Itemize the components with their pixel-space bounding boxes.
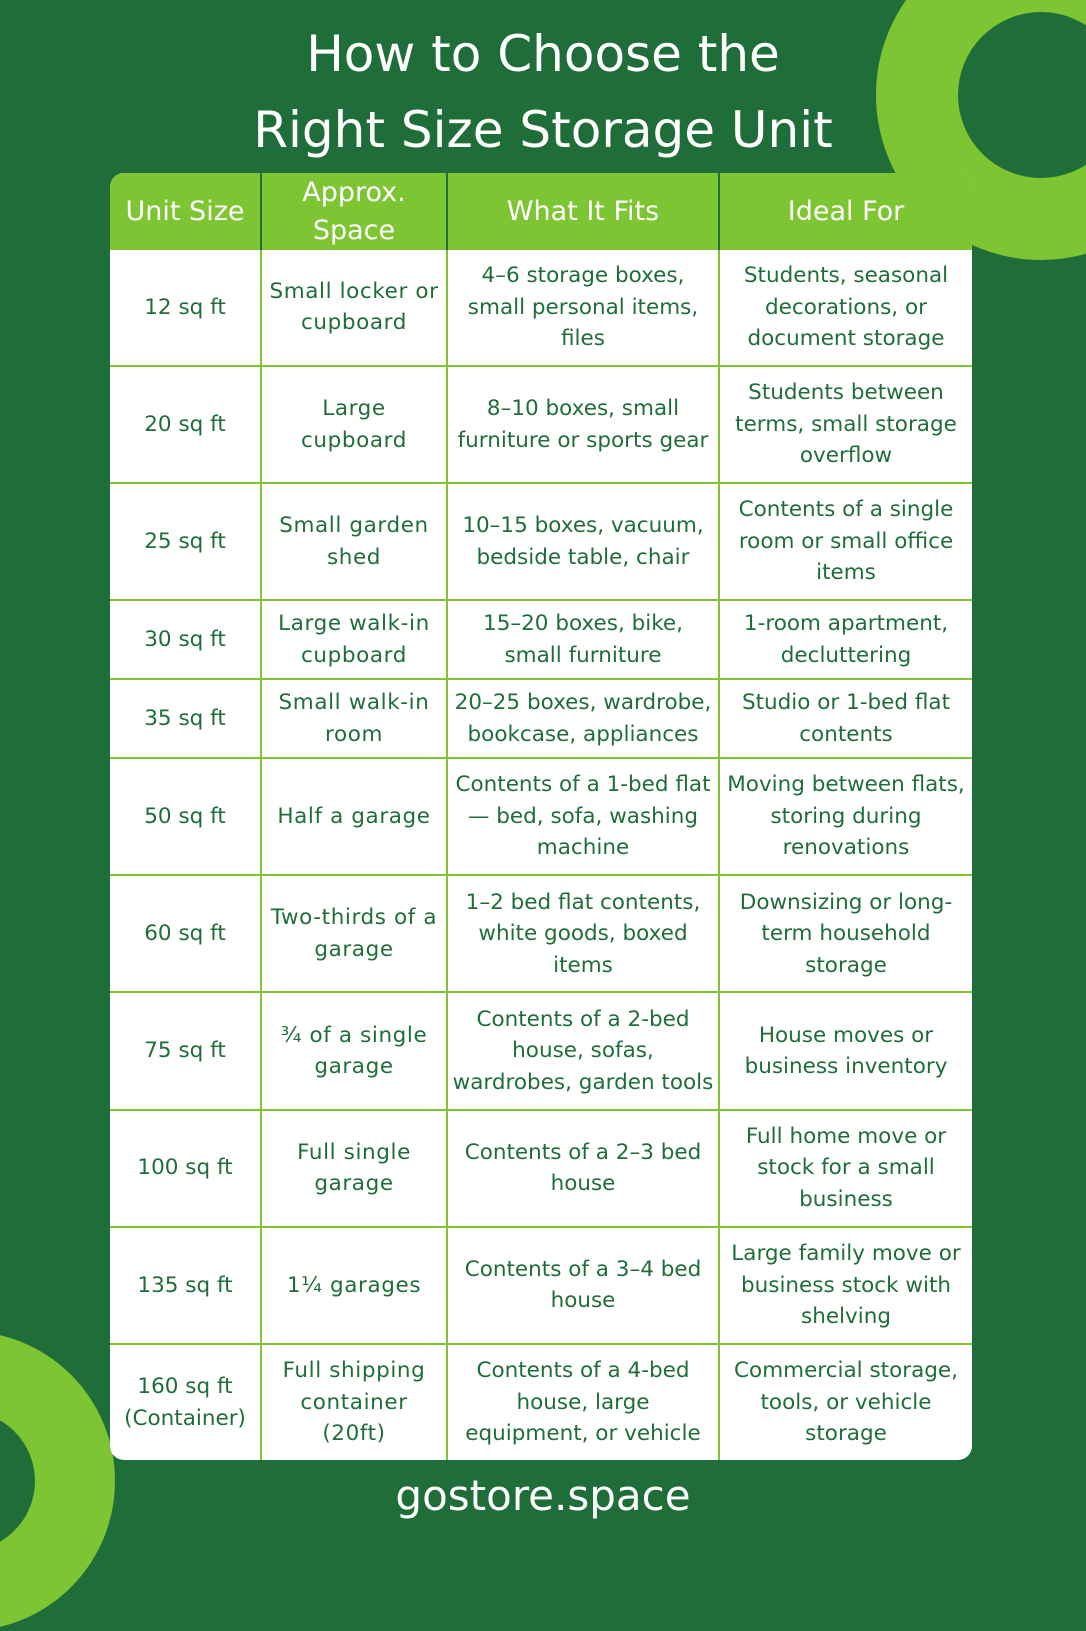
table-row — [110, 758, 972, 875]
table-header-row — [110, 173, 972, 250]
cell-what-it-fits: 20–25 boxes, wardrobe, bookcase, appliances — [447, 679, 719, 758]
cell-approx-space: Large walk-in cupboard — [261, 600, 447, 679]
title-line-1: How to Choose the — [306, 25, 780, 83]
cell-unit-size: 50 sq ft — [110, 758, 261, 875]
cell-ideal-for: Full home move or stock for a small business — [719, 1110, 972, 1227]
cell-approx-space: Full single garage — [261, 1110, 447, 1227]
table-row — [110, 1344, 972, 1460]
cell-unit-size: 60 sq ft — [110, 875, 261, 992]
table-row — [110, 483, 972, 600]
cell-unit-size: 12 sq ft — [144, 294, 226, 320]
cell-what-it-fits: 15–20 boxes, bike, small furniture — [447, 600, 719, 679]
cell-approx-space: Two-thirds of a garage — [261, 875, 447, 992]
cell-what-it-fits: 4–6 storage boxes, small personal items, files — [447, 250, 719, 366]
cell-what-it-fits: 8–10 boxes, small furniture or sports gear — [447, 366, 719, 483]
cell-what-it-fits: 1–2 bed flat contents, white goods, boxed items — [447, 875, 719, 992]
header-unit-size: Unit Size — [110, 173, 261, 250]
cell-unit-size: 160 sq ft (Container) — [110, 1344, 261, 1460]
cell-unit-size: 100 sq ft — [110, 1110, 261, 1227]
table-row — [110, 875, 972, 992]
cell-approx-space: 1¼ garages — [261, 1227, 447, 1344]
cell-approx-space: Small locker or cupboard — [261, 250, 447, 366]
cell-approx-space: ¾ of a single garage — [261, 992, 447, 1109]
table-row — [110, 366, 972, 483]
cell-ideal-for: Students, seasonal decorations, or document storage — [719, 250, 972, 366]
header-what-it-fits: What It Fits — [447, 173, 719, 250]
cell-ideal-for: Moving between flats, storing during renovations — [719, 758, 972, 875]
table-row — [110, 1227, 972, 1344]
table-row — [110, 250, 972, 366]
table-row — [110, 1110, 972, 1227]
cell-approx-space: Full shipping container (20ft) — [261, 1344, 447, 1460]
cell-ideal-for: House moves or business inventory — [719, 992, 972, 1109]
cell-ideal-for: 1-room apartment, decluttering — [719, 600, 972, 679]
cell-ideal-for: Large family move or business stock with shelving — [719, 1227, 972, 1344]
cell-what-it-fits: Contents of a 4-bed house, large equipment, or vehicle — [447, 1344, 719, 1460]
cell-ideal-for: Downsizing or long-term household storage — [719, 875, 972, 992]
cell-ideal-for: Contents of a single room or small office items — [719, 483, 972, 600]
cell-approx-space: Large cupboard — [261, 366, 447, 483]
cell-what-it-fits: Contents of a 2-bed house, sofas, wardrobes, garden tools — [447, 992, 719, 1109]
cell-approx-space: Small garden shed — [261, 483, 447, 600]
cell-ideal-for: Students between terms, small storage overflow — [719, 366, 972, 483]
cell-unit-size: 75 sq ft — [110, 992, 261, 1109]
cell-unit-size: 35 sq ft — [110, 679, 261, 758]
cell-unit-size: 25 sq ft — [110, 483, 261, 600]
cell-ideal-for: Studio or 1-bed flat contents — [719, 679, 972, 758]
footer-site-url: gostore.space — [395, 1471, 691, 1520]
cell-approx-space: Half a garage — [261, 758, 447, 875]
header-approx-space: Approx. Space — [261, 173, 447, 250]
cell-what-it-fits: Contents of a 1-bed flat — bed, sofa, washing machine — [447, 758, 719, 875]
title-line-2: Right Size Storage Unit — [253, 101, 833, 159]
storage-size-table — [110, 173, 972, 1460]
cell-unit-size: 20 sq ft — [110, 366, 261, 483]
header-ideal-for: Ideal For — [719, 173, 972, 250]
page-title — [0, 16, 1086, 168]
cell-what-it-fits: Contents of a 2–3 bed house — [447, 1110, 719, 1227]
cell-approx-space: Small walk-in room — [261, 679, 447, 758]
cell-what-it-fits: Contents of a 3–4 bed house — [447, 1227, 719, 1344]
cell-unit-size: 30 sq ft — [110, 600, 261, 679]
cell-unit-size: 135 sq ft — [110, 1227, 261, 1344]
table-row — [110, 600, 972, 679]
table-row — [110, 992, 972, 1109]
table-row — [110, 679, 972, 758]
cell-what-it-fits: 10–15 boxes, vacuum, bedside table, chair — [447, 483, 719, 600]
cell-ideal-for: Commercial storage, tools, or vehicle storage — [719, 1344, 972, 1460]
